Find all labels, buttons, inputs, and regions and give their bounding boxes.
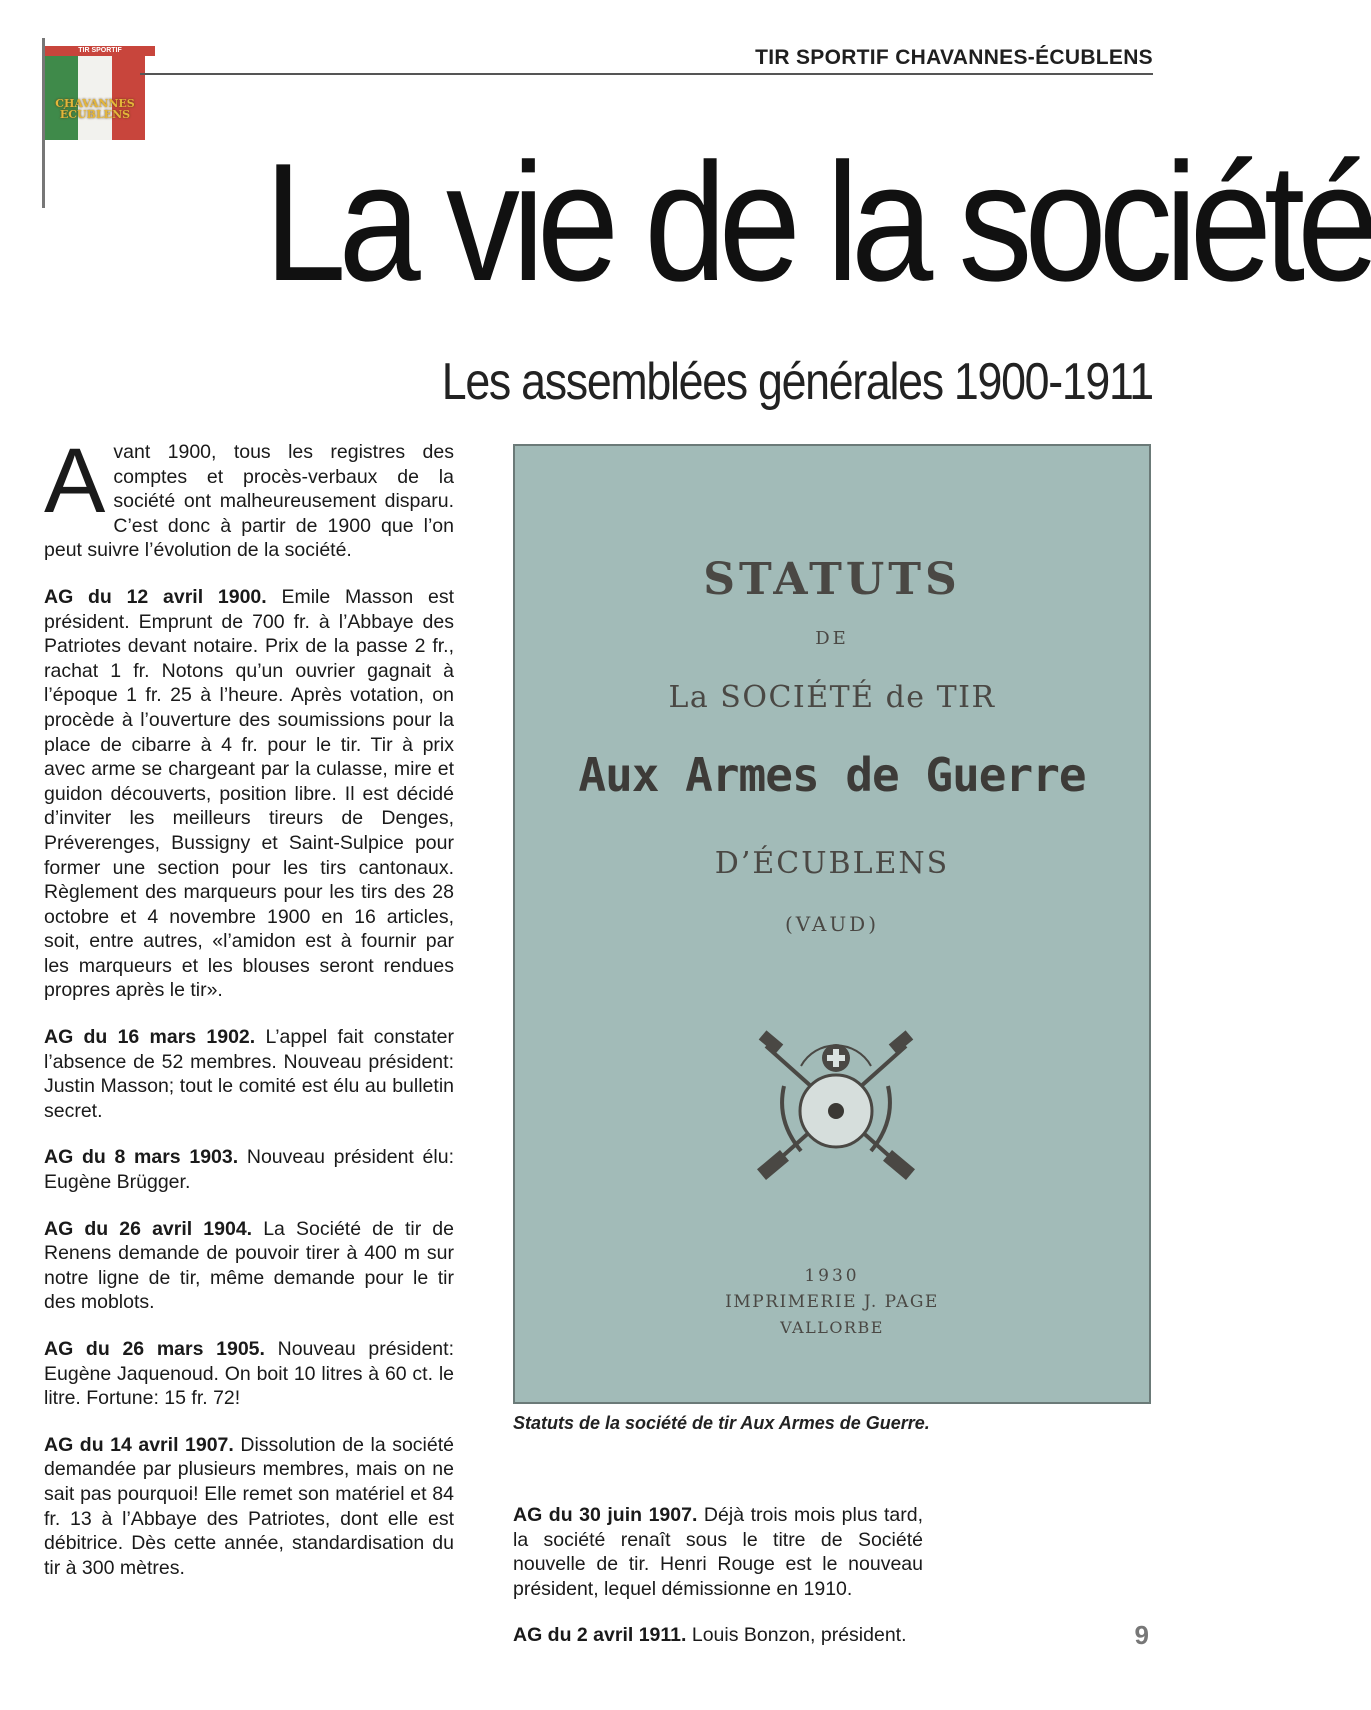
society-flag-logo (42, 38, 152, 208)
entry-paragraph: AG du 8 mars 1903. Nouveau président élu: Eugène Brügger. (44, 1146, 454, 1194)
page-title: La vie de la société (264, 128, 1371, 316)
flag-banner: TIR SPORTIF (45, 46, 155, 56)
drop-cap: A (44, 430, 106, 532)
booklet-place: D’ÉCUBLENS (714, 846, 950, 881)
intro-paragraph: Avant 1900, tous les registres des comptes et procès-verbaux de la société ont malheureusement disparu. C’est donc à partir de 1900 que l’on peut suivre l’évolution de la société. (44, 430, 454, 562)
statutes-booklet-image (513, 444, 1151, 1404)
entry-paragraph: AG du 12 avril 1900. Emile Masson est président. Emprunt de 700 fr. à l’Abbaye des Patriotes devant notaire. Prix de la passe 2 fr., rachat 1 fr. Notons qu’un ouvrier gagnait à l’époque 1 fr. 25 à l’heure. Après votation, on procède à l’ouverture des soumissions pour la place de cibarre à 4 fr. pour le tir. Tir à prix avec arme se chargeant par la culasse, mire et guidon découverts, position libre. Il est décidé d’inviter les meilleurs tireurs de Denges, Préverenges, Bussigny et Saint-Sulpice pour former une section pour les tirs cantonaux. Règlement des marqueurs pour les tirs des 28 octobre et 4 novembre 1900 en 16 articles, soit, entre autres, «l’amidon est à fournir par les marqueurs et les blouses seront rendues propres après le tir». (44, 585, 454, 1002)
booklet-title: STATUTS (703, 554, 961, 605)
flag-cloth (45, 50, 145, 140)
booklet-name: Aux Armes de Guerre (578, 748, 1086, 802)
entry-paragraph: AG du 2 avril 1911. Louis Bonzon, président. (513, 1624, 907, 1647)
booklet-canton: (VAUD) (784, 912, 880, 936)
swiss-shooting-emblem-icon (756, 1026, 916, 1186)
flag-text: CHAVANNES ÉCUBLENS (55, 97, 135, 121)
header-divider (140, 73, 1153, 75)
section-header: TIR SPORTIF CHAVANNES-ÉCUBLENS (755, 46, 1153, 69)
article-column-right (513, 1503, 923, 1670)
page-number: 9 (1134, 1620, 1149, 1650)
booklet-year: 1930 (804, 1266, 860, 1286)
entry-paragraph: AG du 30 juin 1907. Déjà trois mois plus tard, la société renaît sous le titre de Société nouvelle de tir. Henri Rouge est le nouveau président, lequel démissionne en 1910. (513, 1504, 924, 1600)
page-subtitle: Les assemblées générales 1900-1911 (441, 353, 1153, 411)
entry-paragraph: AG du 26 mars 1905. Nouveau président: Eugène Jaquenoud. On boit 10 litres à 60 ct. le litre. Fortune: 15 fr. 72! (44, 1338, 454, 1410)
booklet-de: DE (815, 628, 849, 649)
image-caption: Statuts de la société de tir Aux Armes de Guerre. (513, 1413, 930, 1433)
entry-paragraph: AG du 16 mars 1902. L’appel fait constater l’absence de 52 membres. Nouveau président: Justin Masson; tout le comité est élu au bulletin secret. (44, 1026, 454, 1122)
booklet-society: La SOCIÉTÉ de TIR (668, 680, 996, 715)
entry-paragraph: AG du 26 avril 1904. La Société de tir de Renens demande de pouvoir tirer à 400 m sur notre ligne de tir, même demande pour le tir des moblots. (44, 1217, 454, 1314)
entry-paragraph: AG du 14 avril 1907. Dissolution de la société demandée par plusieurs membres, mais on ne sait pas pourquoi! Elle remet son matériel et 84 fr. 13 à l’Abbaye des Patriotes, dont elle est débitrice. Dès cette année, standardisation du tir à 300 mètres. (44, 1433, 454, 1579)
booklet-city: VALLORBE (780, 1318, 884, 1337)
booklet-printer: IMPRIMERIE J. PAGE (725, 1292, 939, 1312)
article-column-left (44, 430, 454, 1602)
